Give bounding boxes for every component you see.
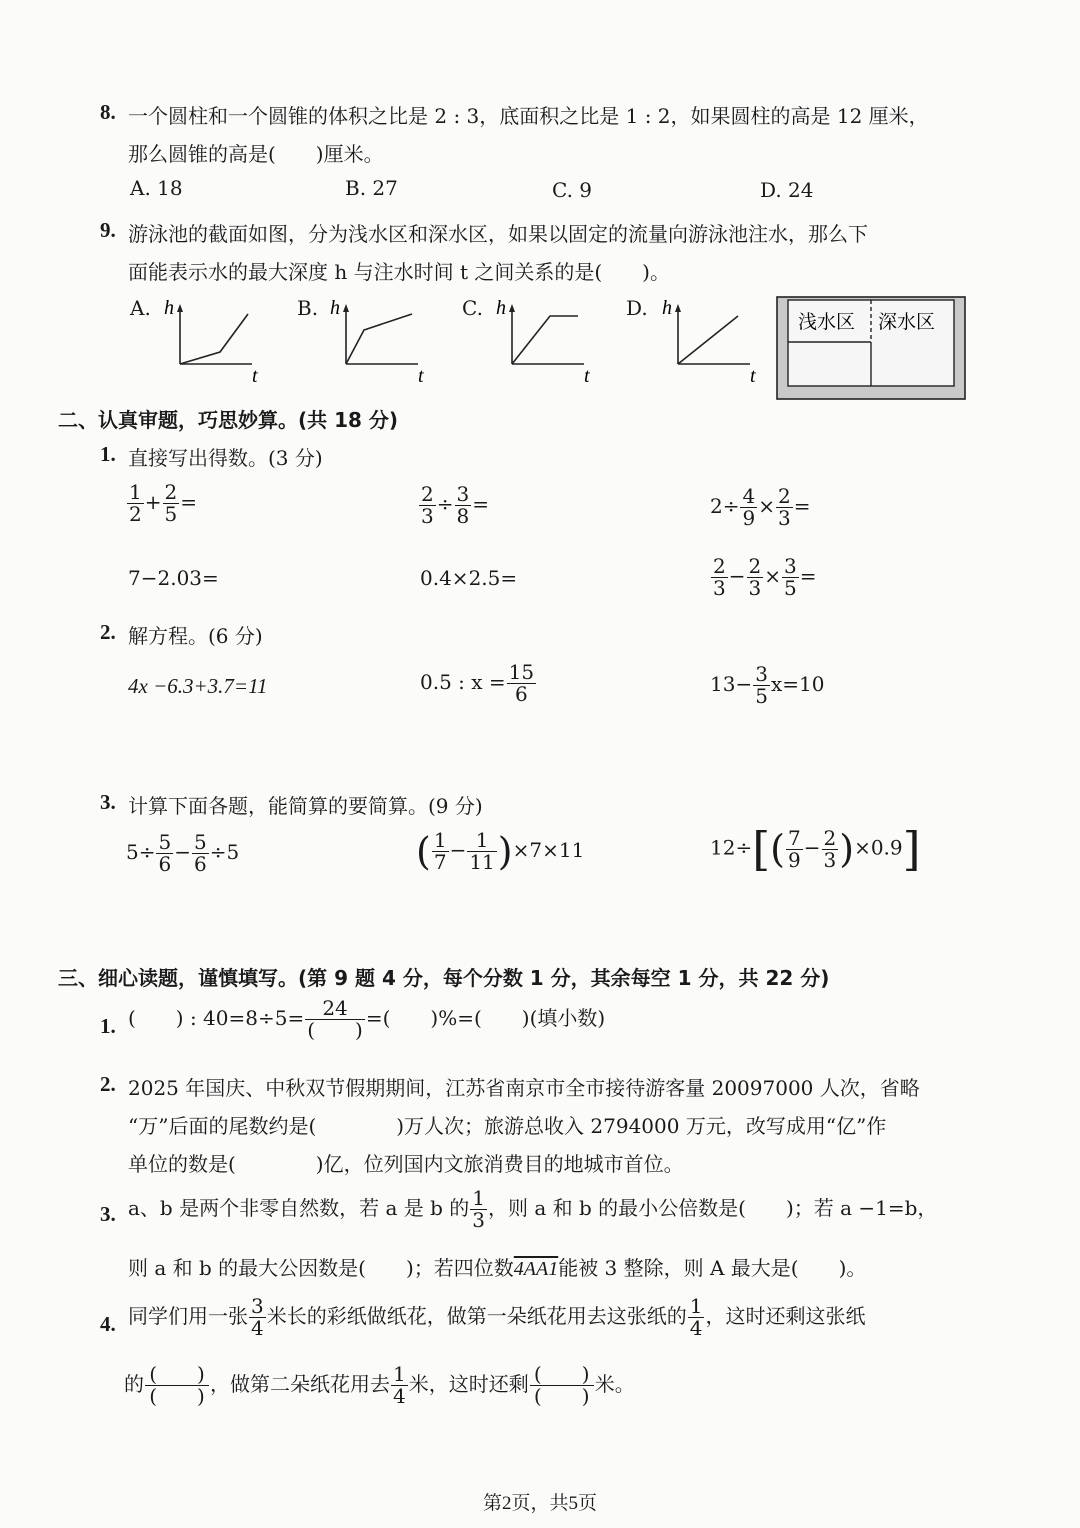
graph-a-h-label: h <box>164 297 174 319</box>
expr-3: 2÷ $\frac{4}{9}$ × $\frac{2}{3}$ = <box>710 484 811 530</box>
question-8-line1: 一个圆柱和一个圆锥的体积之比是 2 : 3，底面积之比是 1 : 2，如果圆柱的高是 12 厘米， <box>128 104 929 128</box>
s3-q4-number: 4. <box>100 1312 116 1336</box>
graph-d <box>658 294 768 386</box>
equation-3: 13− $\frac{3}{5}$ x=10 <box>710 662 825 708</box>
s3-q3-number: 3. <box>100 1202 116 1226</box>
s2-p1-number: 1. <box>100 442 116 466</box>
s2-p3-title: 计算下面各题，能简算的要简算。(9 分) <box>128 794 483 818</box>
blank-fraction-2: $\frac{( )}{( )}$ <box>530 1364 594 1407</box>
calc-2: ( $\frac{1}{7}$ − $\frac{1}{11}$ )×7×11 <box>416 828 585 874</box>
graph-c-h-label: h <box>496 297 506 319</box>
expr-2: $\frac{2}{3}$ ÷ $\frac{3}{8}$ = <box>421 482 489 528</box>
s3-q2-line3: 单位的数是( )亿，位列国内文旅消费目的地城市首位。 <box>128 1152 684 1176</box>
section-3-title: 三、细心读题，谨慎填写。(第 9 题 4 分，每个分数 1 分，其余每空 1 分，共 22 分) <box>58 966 830 990</box>
equation-2: 0.5 : x = $\frac{15}{6}$ <box>420 660 535 706</box>
graph-b-label: B. <box>297 296 319 320</box>
s2-p3-number: 3. <box>100 790 116 814</box>
s3-q3-line1: a、b 是两个非零自然数，若 a 是 b 的 $\frac{1}{3}$ ，则 a 和 b 的最小公倍数是( )；若 a −1=b， <box>128 1186 938 1232</box>
s3-q1-expr: ( ) : 40=8÷5= $\frac{24}{( )}$ =( )%=( )(填小数) <box>128 996 606 1042</box>
s3-q3-line2: 则 a 和 b 的最大公因数是( )；若四位数4AA1能被 3 整除，则 A 最大是( )。 <box>128 1256 867 1280</box>
question-8-line2: 那么圆锥的高是( )厘米。 <box>128 142 384 166</box>
blank-fraction-1: $\frac{( )}{( )}$ <box>145 1364 209 1407</box>
graph-b-line <box>346 314 412 364</box>
s3-q2-line1: 2025 年国庆、中秋双节假期期间，江苏省南京市全市接待游客量 20097000 人次，省略 <box>128 1076 920 1100</box>
question-9-line1: 游泳池的截面如图，分为浅水区和深水区，如果以固定的流量向游泳池注水，那么下 <box>128 222 868 246</box>
question-9-number: 9. <box>100 218 116 242</box>
page-number: 第2页，共5页 <box>482 1493 597 1514</box>
graph-a <box>160 294 270 386</box>
graph-a-t-label: t <box>252 365 258 386</box>
graph-c <box>492 294 602 386</box>
graph-d-line <box>678 316 738 364</box>
s3-q4-line1: 同学们用一张 $\frac{3}{4}$ 米长的彩纸做纸花，做第一朵纸花用去这张纸的 $\frac{1}{4}$ ，这时还剩这张纸 <box>128 1294 866 1340</box>
option-a: A. 18 <box>130 176 183 200</box>
s3-q1-number: 1. <box>100 1014 116 1038</box>
calc-1: 5÷ $\frac{5}{6}$ − $\frac{5}{6}$ ÷5 <box>126 830 240 876</box>
question-9-line2: 面能表示水的最大深度 h 与注水时间 t 之间关系的是( )。 <box>128 260 670 284</box>
option-d: D. 24 <box>760 178 814 202</box>
deep-zone-label: 深水区 <box>878 311 936 333</box>
expr-4: 7−2.03= <box>128 566 219 590</box>
graph-a-line <box>180 314 248 364</box>
question-8-number: 8. <box>100 100 116 124</box>
shallow-zone-label: 浅水区 <box>798 311 856 333</box>
section-2-title: 二、认真审题，巧思妙算。(共 18 分) <box>58 408 399 432</box>
graph-b <box>326 294 436 386</box>
option-c: C. 9 <box>552 178 593 202</box>
graph-d-label: D. <box>626 296 648 320</box>
option-b: B. 27 <box>345 176 398 200</box>
expr-5: 0.4×2.5= <box>420 566 518 590</box>
s3-q2-number: 2. <box>100 1072 116 1096</box>
graph-d-t-label: t <box>750 365 756 386</box>
s3-q4-line2: 的 $\frac{( )}{( )}$ ，做第二朵纸花用去 $\frac{1}{4}$ 米，这时还剩 $\frac{( )}{( )}$ 米。 <box>124 1362 635 1408</box>
s2-p2-number: 2. <box>100 620 116 644</box>
graph-c-line <box>512 316 578 364</box>
s3-q2-line2: “万”后面的尾数约是( )万人次；旅游总收入 2794000 万元，改写成用“亿”作 <box>128 1114 887 1138</box>
graph-d-h-label: h <box>662 297 672 319</box>
expr-6: $\frac{2}{3}$ − $\frac{2}{3}$ × $\frac{3}{5}$ = <box>713 554 817 600</box>
s2-p2-title: 解方程。(6 分) <box>128 624 263 648</box>
pool-diagram <box>776 296 966 400</box>
expr-1: $\frac{1}{2}$ + $\frac{2}{5}$ = <box>129 480 197 526</box>
graph-c-t-label: t <box>584 365 590 386</box>
graph-b-h-label: h <box>330 297 340 319</box>
equation-1: 4x −6.3+3.7=11 <box>128 674 268 698</box>
s2-p1-title: 直接写出得数。(3 分) <box>128 446 323 470</box>
graph-b-t-label: t <box>418 365 424 386</box>
calc-3: 12÷[( $\frac{7}{9}$ − $\frac{2}{3}$ )×0.9] <box>710 822 921 876</box>
graph-a-label: A. <box>130 296 151 320</box>
graph-c-label: C. <box>462 296 483 320</box>
